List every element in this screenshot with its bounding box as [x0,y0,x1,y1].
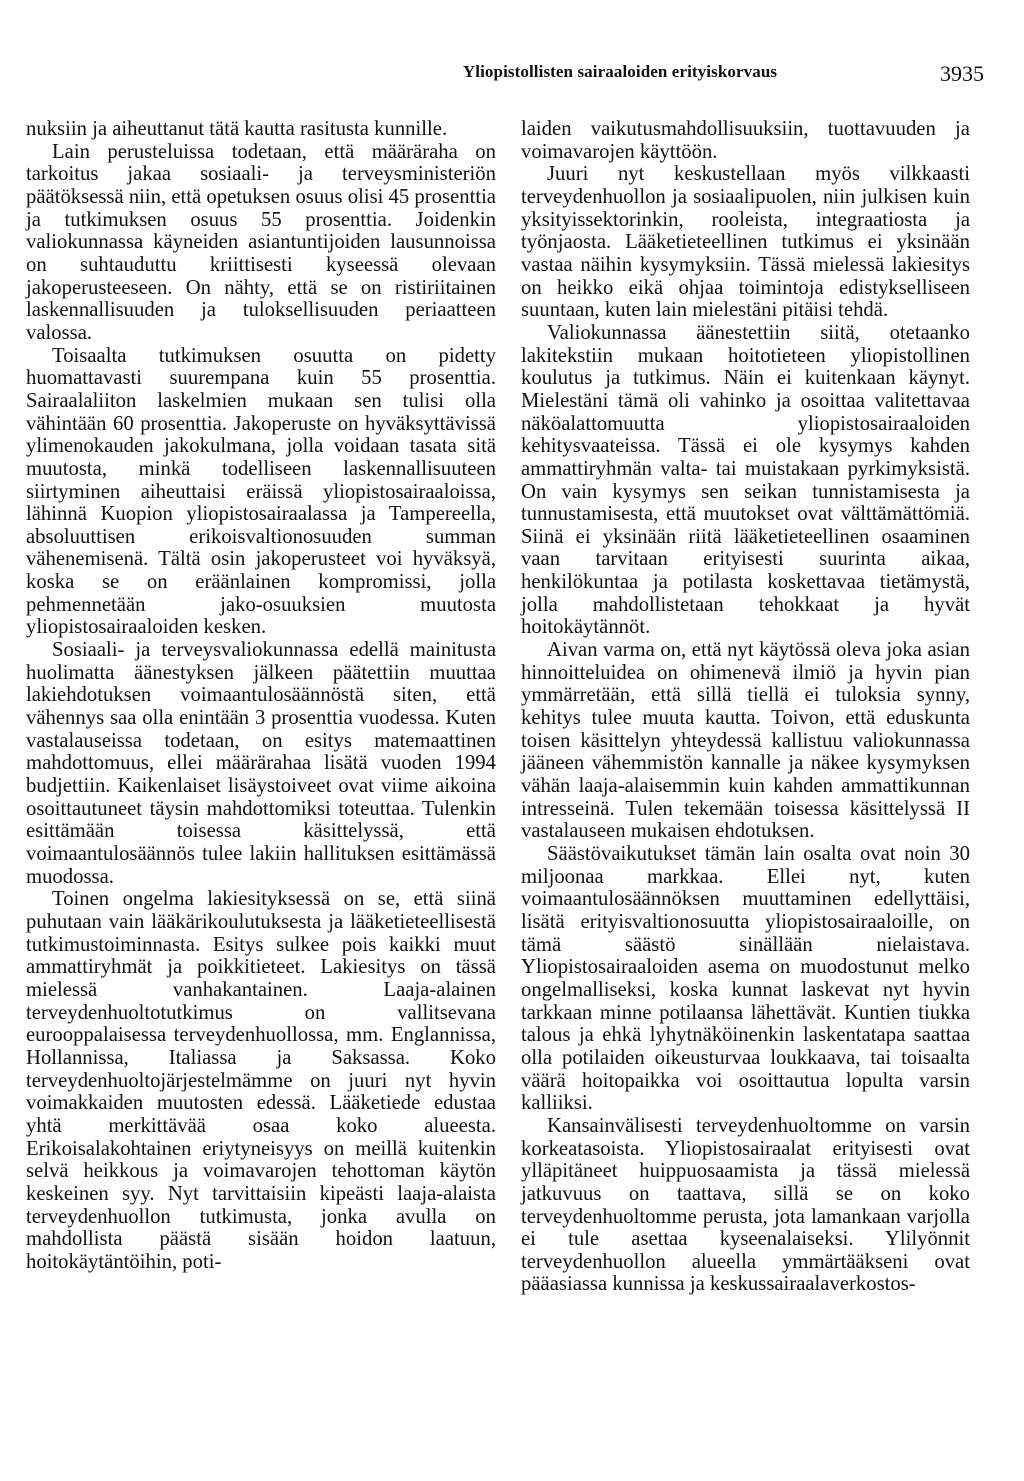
page-number: 3935 [940,61,984,86]
running-head-title: Yliopistollisten sairaaloiden erityiskorvaus [462,62,778,81]
paragraph: Lain perusteluissa todetaan, että määräraha on tarkoitus jakaa sosiaali- ja terveysministeriön päätöksessä niin, että opetuksen osuus olisi 45 prosenttia ja tutkimuksen osuus 55 prosenttia. Joidenkin valiokunnassa käyneiden asiantuntijoiden lausunnoissa on suhtauduttu kriittisesti kyseessä olevaan jakoperusteeseen. On nähty, että se on ristiriitainen laskennallisuuden ja tuloksellisuuden periaatteen valossa. [26,140,496,344]
paragraph: Aivan varma on, että nyt käytössä oleva joka asian hinnoitteluidea on ohimenevä ilmiö ja hyvin pian ymmärretään, että sillä tiellä ei tuloksia synny, kehitys tulee muuta kautta. Toivon, että eduskunta toisen käsittelyn yhteydessä kallistuu valiokunnassa jääneen vähemmistön kannalle ja näkee kysymyksen vähän laaja-alaisemmin kuin kahden ammattikunnan intresseinä. Tulen tekemään toisessa käsittelyssä II vastalauseen mukaisen ehdotuksen. [521,639,970,843]
paragraph: Säästövaikutukset tämän lain osalta ovat noin 30 miljoonaa markkaa. Ellei nyt, kuten voimaantulosäännöksen muuttaminen edellyttäisi, lisätä erityisvaltionosuutta yliopistosairaaloille, on tämä säästö sinällään nielaistava. Yliopistosairaaloiden asema on muodostunut melko ongelmalliseksi, koska kunnat laskevat nyt hyvin tarkkaan minne potilaansa lähettävät. Kuntien tiukka talous ja ehkä lyhytnäköinenkin laskentatapa saattaa olla potilaiden oikeusturvaa loukkaava, tai toisaalta väärä hoitopaikka voi osoittautua lopulta varsin kalliiksi. [521,843,970,1115]
paragraph: Valiokunnassa äänestettiin siitä, otetaanko lakitekstiin mukaan hoitotieteen yliopistollinen koulutus ja tutkimus. Näin ei kuitenkaan käynyt. Mielestäni tämä oli vahinko ja osoittaa valitettavaa näköalattomuutta yliopistosairaaloiden kehitysvaateissa. Tässä ei ole kysymys kahden ammattiryhmän valta- tai muistakaan pyrkimyksistä. On vain kysymys sen seikan tunnistamisesta ja tunnustamisesta, että muutokset ovat välttämättömiä. Siinä ei yksinään riitä lääketieteellinen osaaminen vaan tarvitaan erityisesti suurinta aikaa, henkilökuntaa ja potilasta koskettavaa tietämystä, jolla mahdollistetaan tehokkaat ja hyvät hoitokäytännöt. [521,321,970,639]
right-text-column [521,118,970,1296]
paragraph: Juuri nyt keskustellaan myös vilkkaasti terveydenhuollon ja sosiaalipuolen, niin julkisen kuin yksityissektorinkin, rooleista, integraatiosta ja työnjaosta. Lääketieteellinen tutkimus ei yksinään vastaa näihin kysymyksiin. Tässä mielessä lakiesitys on heikko eikä ohjaa toimintoja edistykselliseen suuntaan, kuten lain mielestäni pitäisi tehdä. [521,163,970,322]
paragraph: laiden vaikutusmahdollisuuksiin, tuottavuuden ja voimavarojen käyttöön. [521,118,970,163]
paragraph: Toinen ongelma lakiesityksessä on se, että siinä puhutaan vain lääkärikoulutuksesta ja lääketieteellisestä tutkimustoiminnasta. Esitys sulkee pois kaikki muut ammattiryhmät ja poikkitieteet. Lakiesitys on tässä mielessä vanhakantainen. Laaja-alainen terveydenhuoltotutkimus on vallitsevana eurooppalaisessa terveydenhuollossa, mm. Englannissa, Hollannissa, Italiassa ja Saksassa. Koko terveydenhuoltojärjestelmämme on juuri nyt hyvin voimakkaiden muutosten edessä. Lääketiede edustaa yhtä merkittävää osaa koko alueesta. Erikoisalakohtainen eriytyneisyys on meillä kuitenkin selvä heikkous ja voimavarojen tehottoman käytön keskeinen syy. Nyt tarvittaisiin kipeästi laaja-alaista terveydenhuollon tutkimusta, jonka avulla on mahdollista päästä sisään hoidon laatuun, hoitokäytäntöihin, poti- [26,888,496,1273]
left-text-column [26,118,496,1273]
paragraph: Toisaalta tutkimuksen osuutta on pidetty huomattavasti suurempana kuin 55 prosenttia. Sairaalaliiton laskelmien mukaan sen tulisi olla vähintään 60 prosenttia. Jakoperuste on hyväksyttävissä ylimenokauden jakokulmana, jolla voidaan tasata sitä muutosta, minkä todelliseen laskennallisuuteen siirtyminen aiheuttaisi eräissä yliopistosairaaloissa, lähinnä Kuopion yliopistosairaalassa ja Tampereella, absoluuttisen erikoisvaltionosuuden summan vähenemisenä. Tältä osin jakoperusteet voi hyväksyä, koska se on eräänlainen kompromissi, jolla pehmennetään jako-osuuksien muutosta yliopistosairaaloiden kesken. [26,344,496,639]
paragraph: Kansainvälisesti terveydenhuoltomme on varsin korkeatasoista. Yliopistosairaalat erityisesti ovat ylläpitäneet huippuosaamista ja tässä mielessä jatkuvuus on taattava, sillä se on koko terveydenhuoltomme perusta, jota lamankaan varjolla ei tule asettaa kyseenalaiseksi. Ylilyönnit terveydenhuollon alueella ymmärtääkseni ovat pääasiassa kunnissa ja keskussairaalaverkostos- [521,1114,970,1296]
paragraph: nuksiin ja aiheuttanut tätä kautta rasitusta kunnille. [26,118,448,140]
paragraph: Sosiaali- ja terveysvaliokunnassa edellä mainitusta huolimatta äänestyksen jälkeen päätettiin muuttaa lakiehdotuksen voimaantulosäännöstä siten, että vähennys saa olla enintään 3 prosenttia vuodessa. Kuten vastalauseissa todetaan, on esitys matemaattinen mahdottomuus, ellei määrärahaa lisätä vuoden 1994 budjettiin. Kaikenlaiset lisäystoiveet ovat viime aikoina osoittautuneet täysin mahdottomiksi toteuttaa. Tulenkin esittämään toisessa käsittelyssä, että voimaantulosäännös tulee lakiin hallituksen esittämässä muodossa. [26,639,496,888]
